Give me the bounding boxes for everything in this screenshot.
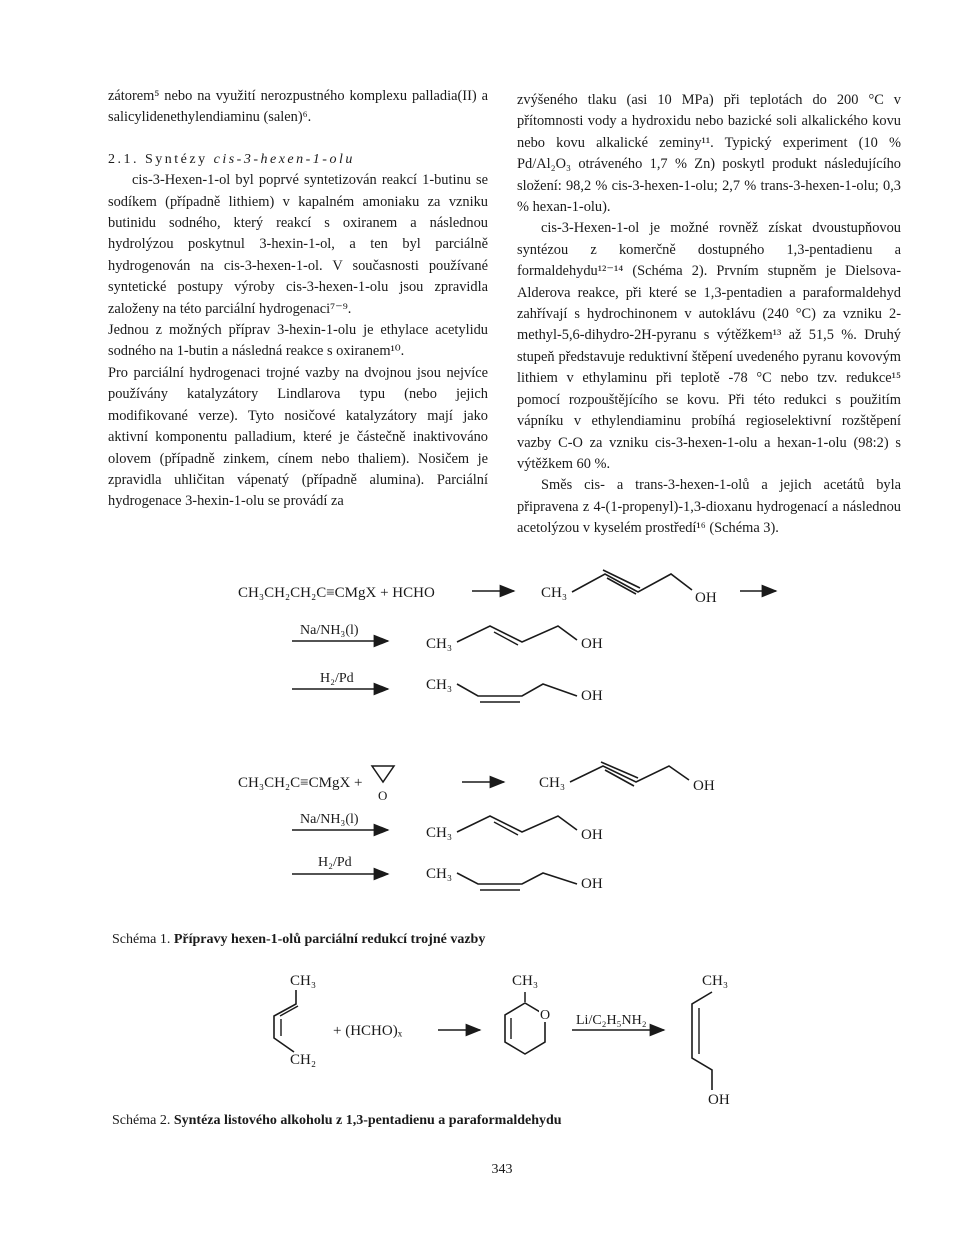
scheme1-row1-ch3: CH₃ <box>541 585 568 601</box>
scheme1-row1-oh: OH <box>695 590 717 606</box>
scheme1-row5-ch3: CH₃ <box>426 825 453 841</box>
scheme2-reagent: Li/C₂H₅NH₂ <box>576 1013 647 1028</box>
scheme1-row3-chain <box>457 684 577 696</box>
scheme1-row1-triple-bond-1 <box>607 578 636 594</box>
hexenol-chain <box>692 992 712 1090</box>
scheme1-row4-reactant: CH₃CH₂C≡CMgX + <box>238 775 363 791</box>
scheme1-caption-label: Schéma 1. <box>112 932 171 947</box>
left-paragraph-2: cis-3-Hexen-1-ol byl poprvé syntetizován reakcí 1-butinu se sodíkem (případně lithiem) v kapalném amoniaku za vzniku butinidu sodného, který reakcí s oxiranem a následnou hydrolýzou poskytnul 3-hexin-1-ol, a ten byl parciálně hydrogenován na cis-3-hexen-1-ol. V současnosti používané syntetické postupy výroby cis-3-hexen-1-olu jsou zpravidla založeny na této parciální hydrogenaci⁷⁻⁹. <box>108 172 488 317</box>
scheme1-row6-oh: OH <box>581 876 603 892</box>
section-title: Syntézy <box>145 151 208 167</box>
epoxide-ring <box>372 766 394 782</box>
right-paragraph-1: zvýšeného tlaku (asi 10 MPa) při teplotách do 200 °C v přítomnosti vody a hydroxidu nebo bazické soli alkalického kovu nebo kovu alkalické zeminy¹¹. Typický experiment (10 % Pd/Al₂O₃ otráveného 1,7 % Zn) poskytl produkt následujícího složení: 98,2 % cis-3-hexen-1-olu; 2,7 % trans-3-hexen-1-olu; 0,3 % hexan-1-olu). <box>517 92 901 216</box>
right-paragraph-2: cis-3-Hexen-1-ol je možné rovněž získat dvoustupňovou syntézou z komerčně dostupného 1,3-pentadienu a formaldehydu¹²⁻¹⁴ (Schéma 2). Prvním stupněm je Dielsova-Alderova reakce, při které se 1,3-pentadien a paraformaldehyd zahřívají s hydrochinonem v autoklávu (240 °C) za vzniku 2-methyl-5,6-dihydro-2H-pyranu s výtěžkem¹³ až 51,5 %. Druhý stupeň představuje reduktivní štěpení uvedeného pyranu kovovým lithiem v ethylaminu při teplotě -78 °C nebo tzv. redukce¹⁵ pomocí rozpouštějícího se kovu. Při této redukci s použitím vápníku v ethylendiaminu probíhá regioselektivní rozštěpení vazby C-O za vzniku cis-3-hexen-1-olu a hexan-1-olu (98:2) s výtěžkem 60 %. <box>517 220 901 472</box>
scheme2-product-oh: OH <box>708 1092 730 1108</box>
scheme1-reagent-2: H₂/Pd <box>320 671 354 686</box>
scheme1-row6-ch3: CH₃ <box>426 866 453 882</box>
left-paragraph-4: Pro parciální hydrogenaci trojné vazby na dvojnou jsou nejvíce používány katalyzátory Lindlarova typu (nebo jejich modifikované verze). Tyto nosičové katalyzátory mají jako aktivní komponentu palladium, které je částečně inaktivováno olovem (případně zinkem, cínem nebo thaliem). Nosičem je zpravidla uhličitan vápenatý (případně alumina). Parciální hydrogenace 3-hexin-1-olu se provádí za <box>108 364 488 510</box>
left-paragraph-1: zátorem⁵ nebo na využití nerozpustného komplexu palladia(II) a salicylidenethylendiaminu (salen)⁶. <box>108 88 488 126</box>
scheme2-diene-ch3: CH₃ <box>290 973 317 989</box>
scheme1-row3-oh: OH <box>581 688 603 704</box>
scheme1-reagent-3: Na/NH₃(l) <box>300 812 359 827</box>
scheme1-row5-chain <box>457 816 577 832</box>
scheme1-row4-ch3: CH₃ <box>539 775 566 791</box>
scheme1-row4-triple-bond-1 <box>605 770 634 786</box>
scheme2-caption-label: Schéma 2. <box>112 1113 171 1128</box>
page-number: 343 <box>491 1162 513 1177</box>
scheme1-row4-oh: OH <box>693 778 715 794</box>
scheme1-row6-chain <box>457 873 577 884</box>
pyran-oxygen: O <box>540 1008 551 1023</box>
scheme2-diene-ch2: CH₂ <box>290 1052 317 1068</box>
scheme1-caption <box>112 932 485 948</box>
scheme2-pyran-ch3: CH₃ <box>512 973 539 989</box>
scheme1-row2-ch3: CH₃ <box>426 636 453 652</box>
scheme1-caption-title: Přípravy hexen-1-olů parciální redukcí trojné vazby <box>173 932 486 947</box>
scheme1-row5-oh: OH <box>581 827 603 843</box>
section-number: 2.1. <box>108 151 139 167</box>
scheme2-product-ch3: CH₃ <box>702 973 729 989</box>
right-paragraph-3: Směs cis- a trans-3-hexen-1-olů a jejich acetátů byla připravena z 4-(1-propenyl)-1,3-dioxanu hydrogenací a následnou acetolýzou v kyselém prostředí¹⁶ (Schéma 3). <box>517 477 901 537</box>
left-paragraph-3: Jednou z možných příprav 3-hexin-1-olu je ethylace acetylidu sodného na 1-butin a následná reakce s oxiranem¹⁰. <box>108 322 488 360</box>
scheme1-row3-ch3: CH₃ <box>426 677 453 693</box>
pentadiene-chain <box>274 990 296 1052</box>
scheme1-row2-oh: OH <box>581 636 603 652</box>
scheme2-paraformaldehyde: + (HCHO)ₓ <box>333 1023 403 1039</box>
epoxide-oxygen: O <box>378 788 388 803</box>
scheme2-caption <box>112 1113 562 1129</box>
scheme1-row1-chain <box>572 574 692 592</box>
scheme1-reagent-4: H₂/Pd <box>318 855 352 870</box>
section-compound: cis-3-hexen-1-olu <box>213 151 355 167</box>
scheme2-caption-title: Syntéza listového alkoholu z 1,3-pentadienu a paraformaldehydu <box>173 1113 562 1128</box>
scheme1-reagent-1: Na/NH₃(l) <box>300 623 359 638</box>
scheme1-row2-chain <box>457 626 577 642</box>
scheme1-row1-reactant: CH₃CH₂CH₂C≡CMgX + HCHO <box>238 585 435 601</box>
